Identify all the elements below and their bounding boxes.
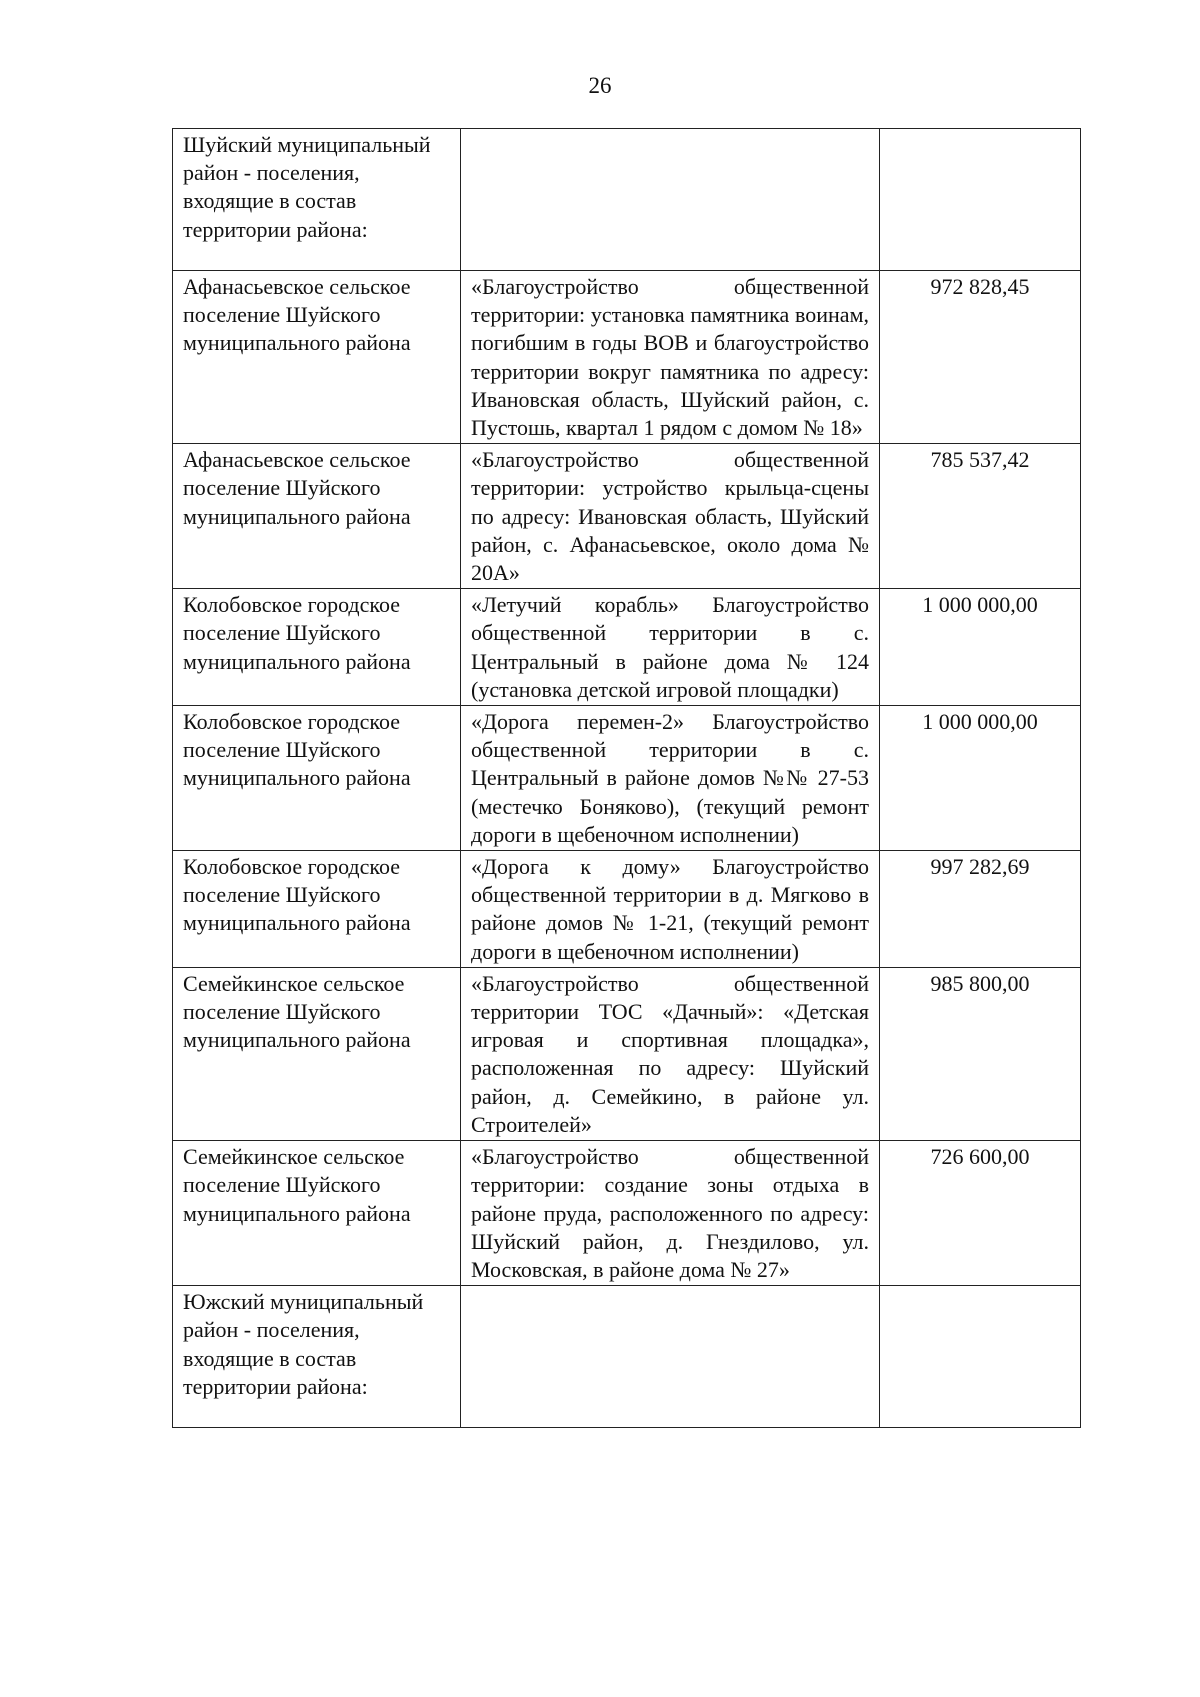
project-cell: «Благоустройство общественной территории: устройство крыльца-сцены по адресу: Ивановская область, Шуйский район, с. Афанасьевское, около дома № 20А» (461, 444, 880, 589)
settlement-cell: Колобовское городское поселение Шуйского муниципального района (173, 589, 461, 706)
table-row (173, 444, 1081, 589)
project-cell (461, 129, 880, 271)
project-cell: «Летучий корабль» Благоустройство общественной территории в с. Центральный в районе дома № 124 (установка детской игровой площадки) (461, 589, 880, 706)
amount-cell: 1 000 000,00 (880, 589, 1081, 706)
table-row (173, 1141, 1081, 1286)
settlement-cell: Южский муниципальный район - поселения, входящие в состав территории района: (173, 1286, 461, 1428)
project-cell: «Благоустройство общественной территории: установка памятника воинам, погибшим в годы ВОВ и благоустройство территории вокруг памятника по адресу: Ивановская область, Шуйский район, с. Пустошь, квартал 1 рядом с домом № 18» (461, 271, 880, 444)
table-row (173, 851, 1081, 968)
settlement-cell: Семейкинское сельское поселение Шуйского муниципального района (173, 967, 461, 1140)
settlement-cell: Колобовское городское поселение Шуйского муниципального района (173, 706, 461, 851)
project-cell: «Дорога к дому» Благоустройство общественной территории в д. Мягково в районе домов № 1-21, (текущий ремонт дороги в щебеночном исполнении) (461, 851, 880, 968)
amount-cell: 997 282,69 (880, 851, 1081, 968)
amount-cell: 972 828,45 (880, 271, 1081, 444)
amount-cell: 785 537,42 (880, 444, 1081, 589)
table-row (173, 129, 1081, 271)
table-row (173, 589, 1081, 706)
table-row (173, 967, 1081, 1140)
amount-cell: 985 800,00 (880, 967, 1081, 1140)
project-cell: «Благоустройство общественной территории ТОС «Дачный»: «Детская игровая и спортивная площадка», расположенная по адресу: Шуйский район, д. Семейкино, в районе ул. Строителей» (461, 967, 880, 1140)
amount-cell (880, 1286, 1081, 1428)
settlement-cell: Афанасьевское сельское поселение Шуйского муниципального района (173, 271, 461, 444)
project-cell: «Благоустройство общественной территории: создание зоны отдыха в районе пруда, расположенного по адресу: Шуйский район, д. Гнездилово, ул. Московская, в районе дома № 27» (461, 1141, 880, 1286)
settlement-cell: Семейкинское сельское поселение Шуйского муниципального района (173, 1141, 461, 1286)
settlement-cell: Афанасьевское сельское поселение Шуйского муниципального района (173, 444, 461, 589)
amount-cell: 1 000 000,00 (880, 706, 1081, 851)
settlement-cell: Колобовское городское поселение Шуйского муниципального района (173, 851, 461, 968)
settlement-cell: Шуйский муниципальный район - поселения, входящие в состав территории района: (173, 129, 461, 271)
project-cell (461, 1286, 880, 1428)
table-row (173, 1286, 1081, 1428)
table-row (173, 271, 1081, 444)
amount-cell (880, 129, 1081, 271)
page-number: 26 (588, 73, 612, 98)
project-cell: «Дорога перемен-2» Благоустройство общественной территории в с. Центральный в районе домов №№ 27-53 (местечко Боняково), (текущий ремонт дороги в щебеночном исполнении) (461, 706, 880, 851)
data-table (172, 128, 1081, 1428)
amount-cell: 726 600,00 (880, 1141, 1081, 1286)
table-row (173, 706, 1081, 851)
